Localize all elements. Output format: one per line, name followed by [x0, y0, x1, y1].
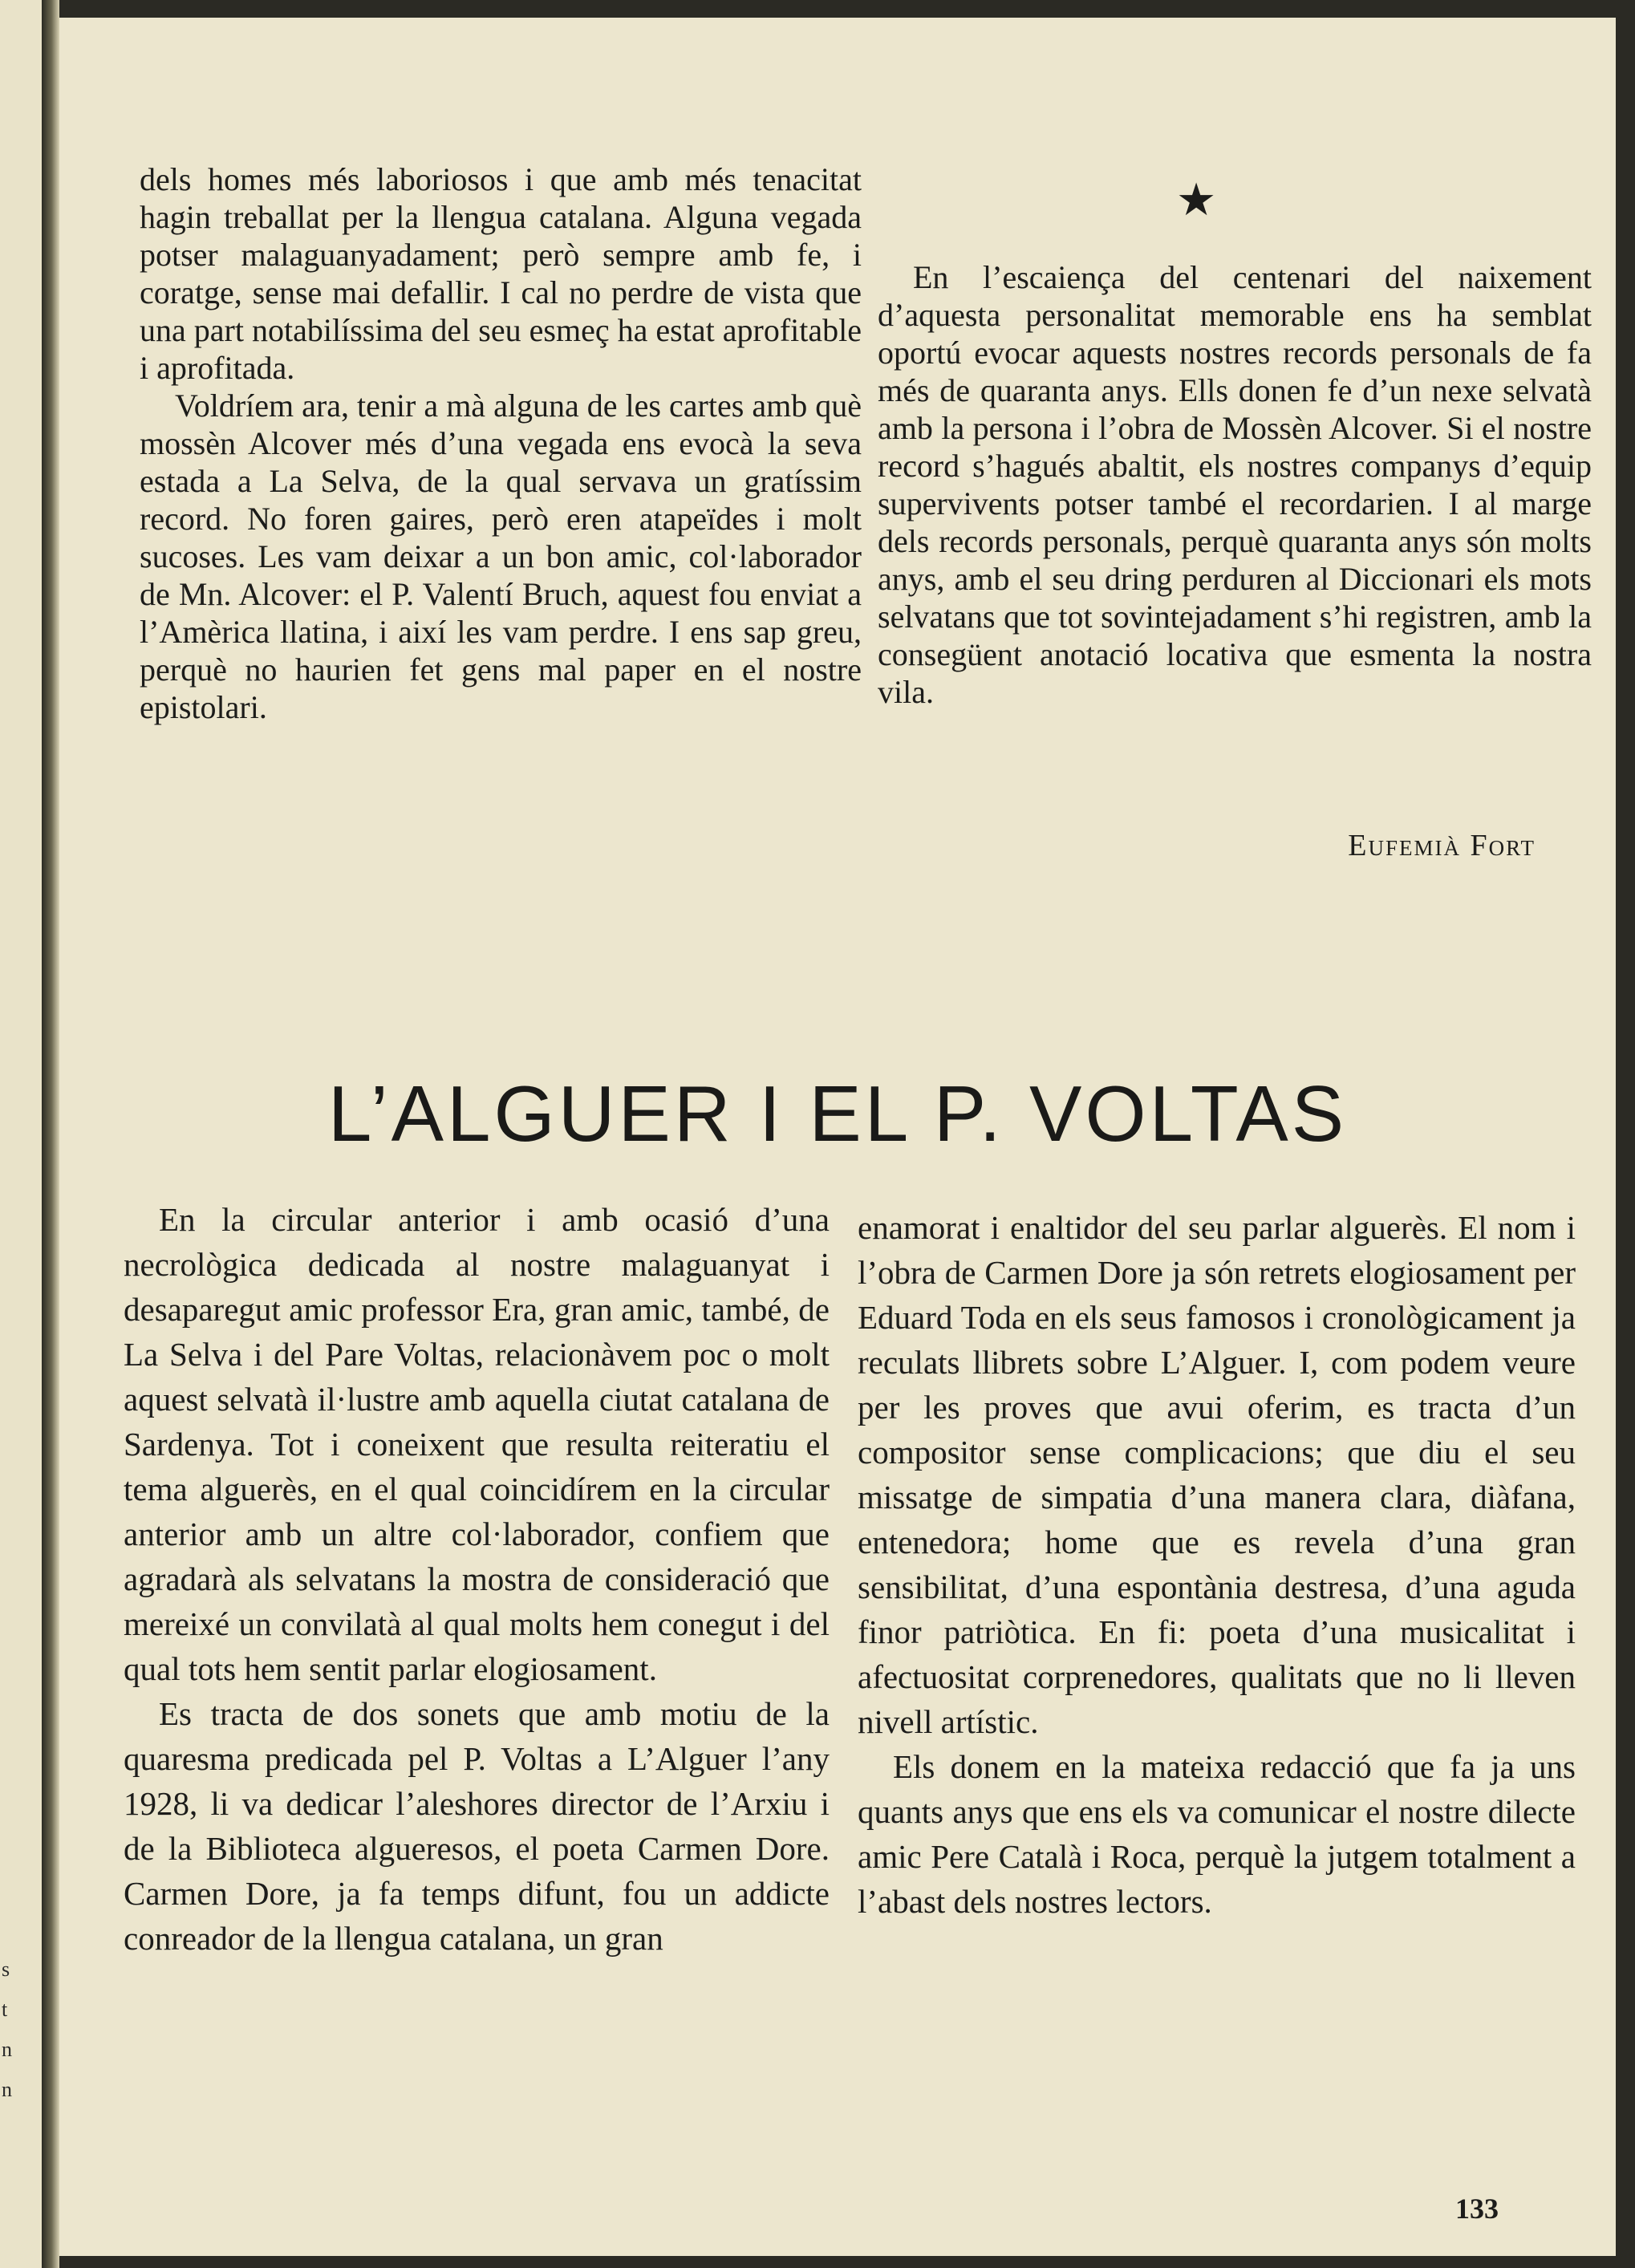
- page-number: 133: [1455, 2193, 1499, 2225]
- author-signature: Eufemià Fort: [1348, 829, 1536, 862]
- paragraph: En la circular anterior i amb ocasió d’una necrològica dedicada al nostre malaguanyat i desaparegut amic professor Era, gran amic, també, de La Selva i del Pare Voltas, relacionàvem poc o molt aquest selvatà il·lustre amb aquella ciutat catalana de Sardenya. Tot i coneixent que resulta reiteratiu el tema alguerès, en el qual coincidírem en la circular anterior amb un altre col·laborador, confiem que agradarà als selvatans la mostra de consideració que mereixé un convilatà al qual molts hem conegut i del qual tots hem sentit parlar elogiosament.: [124, 1201, 830, 1687]
- margin-glyph: s: [2, 1958, 10, 1981]
- margin-glyph: n: [2, 2078, 12, 2101]
- paragraph: Es tracta de dos sonets que amb motiu de la quaresma predicada pel P. Voltas a L’Alguer l’any 1928, li va dedicar l’aleshores director de l’Arxiu i de la Biblioteca algueresos, el poeta Carmen Dore. Carmen Dore, ja fa temps difunt, fou un addicte conreador de la llengua catalana, un gran: [124, 1695, 830, 1957]
- article-title: L’ALGUER I EL P. VOLTAS: [327, 1069, 1348, 1158]
- margin-glyph: n: [2, 2038, 12, 2061]
- top-right-column: [878, 258, 1592, 711]
- paragraph: En l’escaiença del centenari del naixement d’aquesta personalitat memorable ens ha semblat oportú evocar aquests nostres records personals de fa més de quaranta anys. Ells donen fe d’un nexe selvatà amb la persona i l’obra de Mossèn Alcover. Si el nostre record s’hagués abaltit, els nostres companys d’equip supervivents potser també el recordarien. I al marge dels records personals, perquè quaranta anys són molts anys, amb el seu dring perduren al Diccionari els mots selvatans que tot sovintejadament s’hi registren, amb la consegüent anotació locativa que esmenta la nostra vila.: [878, 259, 1592, 710]
- paragraph: dels homes més laboriosos i que amb més tenacitat hagin treballat per la llengua catalana. Alguna vegada potser malaguanyadament; però sempre amb fe, i coratge, sense mai defallir. I cal no perdre de vista que una part notabilíssima del seu esmeç ha estat aprofitable i aprofitada.: [140, 161, 862, 386]
- paragraph: Els donem en la mateixa redacció que fa ja uns quants anys que ens els va comunicar el nostre dilecte amic Pere Català i Roca, perquè la jutgem totalment a l’abast dels nostres lectors.: [858, 1748, 1576, 1920]
- top-left-column: [140, 160, 862, 726]
- article-right-column: [858, 1205, 1576, 1924]
- star-ornament: ★: [1176, 174, 1217, 226]
- article-left-column: [124, 1197, 830, 1961]
- paragraph: Voldríem ara, tenir a mà alguna de les cartes amb què mossèn Alcover més d’una vegada ens evocà la seva estada a La Selva, de la qual servava un gratíssim record. No foren gaires, però eren atapeïdes i molt sucoses. Les vam deixar a un bon amic, col·laborador de Mn. Alcover: el P. Valentí Bruch, aquest fou enviat a l’Amèrica llatina, i així les vam perdre. I ens sap greu, perquè no haurien fet gens mal paper en el nostre epistolari.: [140, 387, 862, 725]
- margin-glyph: t: [2, 1998, 8, 2021]
- paragraph: enamorat i enaltidor del seu parlar alguerès. El nom i l’obra de Carmen Dore ja són retrets elogiosament per Eduard Toda en els seus famosos i cronològicament ja reculats llibrets sobre L’Alguer. I, com podem veure per les proves que avui oferim, es tracta d’un compositor sense complicacions; que diu el seu missatge de simpatia d’una manera clara, diàfana, entenedora; home que es revela d’una gran sensibilitat, d’una espontània destresa, d’una aguda finor patriòtica. En fi: poeta d’una musicalitat i afectuositat corprenedores, qualitats que no li lleven nivell artístic.: [858, 1209, 1576, 1740]
- book-binding: [42, 0, 59, 2268]
- page: [59, 18, 1616, 2256]
